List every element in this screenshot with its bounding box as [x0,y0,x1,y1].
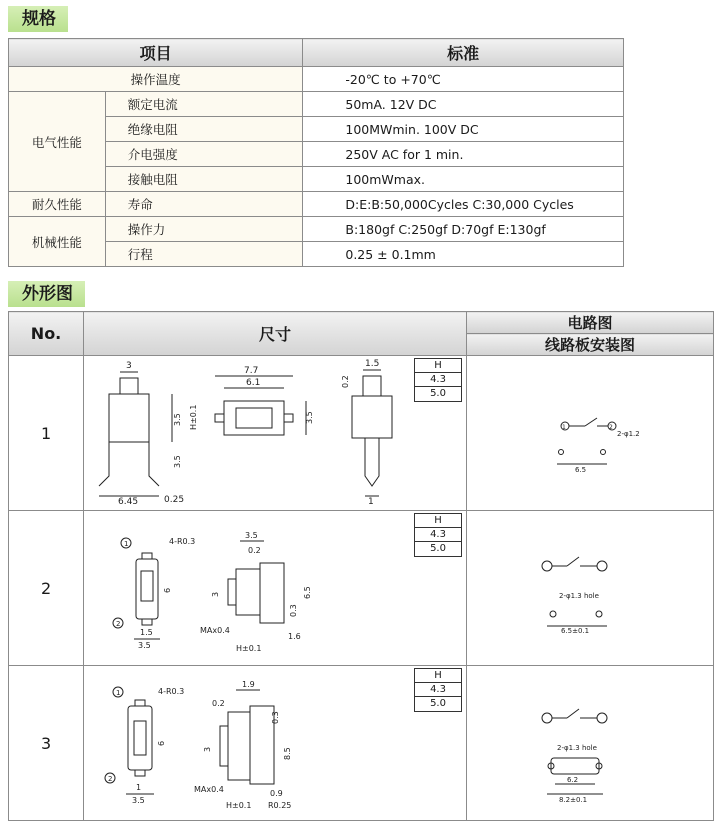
h-value: 4.3 [415,528,461,542]
row-1-drawing [84,356,467,511]
spec-item: 行程 [105,242,303,267]
h-label: H [415,514,461,528]
dim-label: 6 [163,587,173,593]
row-number: 3 [9,666,84,821]
dim-label: 3.5 [173,413,183,426]
spec-value: 100mWmax. [303,167,624,192]
outline-row-3 [9,666,714,821]
row-1-circuit-drawing [467,356,712,506]
spec-category: 耐久性能 [9,192,106,217]
dim-label: H±0.1 [226,801,252,810]
spec-header-standard: 标准 [303,39,624,67]
svg-text:2: 2 [108,775,113,783]
spec-value: 100MWmin. 100V DC [303,117,624,142]
pitch-label: 6.5±0.1 [561,627,590,635]
spec-header-item: 项目 [9,39,303,67]
row-2-dimension-drawing [84,511,464,661]
h-label: H [415,669,461,683]
width-label: 8.2±0.1 [559,796,588,804]
row-number: 1 [9,356,84,511]
pin-label: 2 [609,424,613,431]
outline-header-circuit: 电路图 [467,312,714,334]
svg-text:1: 1 [116,689,121,697]
spec-value: 0.25 ± 0.1mm [303,242,624,267]
pitch-label: 6.5 [575,466,587,474]
spec-item: 操作力 [105,217,303,242]
spec-table [8,38,624,267]
dim-label: 6.5 [303,586,313,599]
table-row [9,217,624,242]
h-table [414,513,462,557]
dim-label: H±0.1 [236,644,262,653]
table-row [9,67,624,92]
spec-item: 寿命 [105,192,303,217]
outline-table [8,311,714,821]
dim-label: H±0.1 [189,404,199,430]
dim-label: 0.25 [164,495,185,505]
spec-value: B:180gf C:250gf D:70gf E:130gf [303,217,624,242]
dim-label: 6.45 [118,497,139,506]
row-number: 2 [9,511,84,666]
dim-label: 1.9 [242,680,255,689]
pin-label: 1 [562,424,566,431]
row-3-dimension-drawing [84,666,464,816]
dim-label: R0.25 [268,801,292,810]
h-value: 5.0 [415,697,461,711]
spec-item: 操作温度 [9,67,303,92]
table-row [9,92,624,117]
outline-header-pcb: 线路板安装图 [467,334,714,356]
spec-value: D:E:B:50,000Cycles C:30,000 Cycles [303,192,624,217]
dim-label: 0.3 [271,711,281,724]
dim-label: 0.2 [212,699,225,708]
spec-item: 介电强度 [105,142,303,167]
outline-row-2 [9,511,714,666]
dim-label: 3.5 [138,641,151,650]
spec-category: 电气性能 [9,92,106,192]
spec-value: 50mA. 12V DC [303,92,624,117]
spec-item: 额定电流 [105,92,303,117]
row-3-drawing [84,666,467,821]
h-value: 4.3 [415,373,461,387]
spec-header-row [9,39,624,67]
row-1-circuit [467,356,714,511]
row-1-dimension-drawing [84,356,464,506]
spec-item: 接触电阻 [105,167,303,192]
dim-label: 1 [136,783,142,792]
h-label: H [415,359,461,373]
dim-label: 4-R0.3 [158,687,185,696]
svg-text:2: 2 [116,620,121,628]
dim-label: 3.5 [132,796,145,805]
hole-label: 2-φ1.3 hole [559,592,599,600]
h-value: 4.3 [415,683,461,697]
dim-label: 8.5 [283,747,293,760]
row-3-circuit-drawing [467,666,712,816]
spec-section-title: 规格 [8,6,68,32]
dim-label: 1 [368,497,374,506]
table-row [9,192,624,217]
outline-header-row [9,312,714,334]
hole-label: 2-φ1.3 hole [557,744,597,752]
outline-header-size: 尺寸 [84,312,467,356]
dim-label: 1.6 [288,632,301,641]
dim-label: 0.2 [248,546,261,555]
h-value: 5.0 [415,387,461,401]
dim-label: 3 [126,361,132,371]
hole-label: 2-φ1.2 [617,430,640,438]
dim-label: 6.1 [246,378,261,388]
dim-label: 3 [203,746,213,752]
dim-label: 3.5 [245,531,258,540]
dim-label: 3 [211,591,221,597]
dim-label: 6 [157,740,167,746]
svg-text:1: 1 [124,540,129,548]
h-value: 5.0 [415,542,461,556]
row-2-circuit [467,511,714,666]
outline-section-title: 外形图 [8,281,85,307]
spec-item: 绝缘电阻 [105,117,303,142]
dim-label: 3.5 [173,455,183,468]
h-table [414,358,462,402]
outline-header-no: No. [9,312,84,356]
dim-label: MAx0.4 [200,626,230,635]
outline-row-1 [9,356,714,511]
dim-label: 1.5 [140,628,153,637]
row-3-circuit [467,666,714,821]
dim-label: 3.5 [305,411,315,424]
row-2-circuit-drawing [467,511,712,661]
width-label: 6.2 [567,776,579,784]
spec-value: 250V AC for 1 min. [303,142,624,167]
dim-label: 0.9 [270,789,283,798]
dim-label: MAx0.4 [194,785,224,794]
dim-label: 7.7 [244,366,259,376]
spec-category: 机械性能 [9,217,106,267]
dim-label: 0.3 [289,604,299,617]
dim-label: 0.2 [341,375,351,388]
row-2-drawing [84,511,467,666]
spec-value: -20℃ to +70℃ [303,67,624,92]
dim-label: 4-R0.3 [169,537,196,546]
h-table [414,668,462,712]
dim-label: 1.5 [365,359,380,369]
